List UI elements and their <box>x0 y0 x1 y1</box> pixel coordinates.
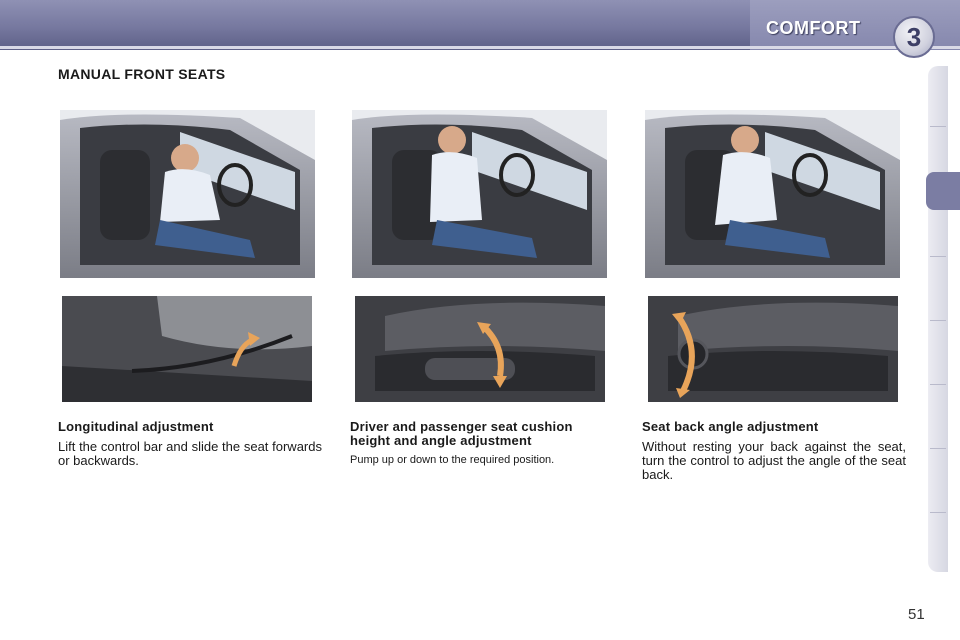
tab-divider <box>930 126 946 127</box>
section-text: Without resting your back against the seat, turn the control to adjust the angle of the seat back. <box>642 439 906 482</box>
chapter-title: COMFORT <box>766 18 861 38</box>
section-text: Lift the control bar and slide the seat forwards or backwards. <box>58 439 322 468</box>
tab-divider <box>930 256 946 257</box>
tab-divider <box>930 512 946 513</box>
chapter-tab-active[interactable] <box>926 172 960 210</box>
chapter-tab-strip <box>928 66 948 572</box>
header-divider <box>0 46 960 49</box>
detail-seat-back-control <box>648 296 898 402</box>
detail-control-bar <box>62 296 312 402</box>
photo-longitudinal-adjustment <box>60 110 315 278</box>
detail-pump-lever <box>355 296 605 402</box>
page-title: MANUAL FRONT SEATS <box>58 66 226 82</box>
section-cushion <box>350 420 614 467</box>
tab-divider <box>930 448 946 449</box>
tab-divider <box>930 320 946 321</box>
section-heading: Longitudinal adjustment <box>58 419 214 434</box>
photo-seat-back-adjustment <box>645 110 900 278</box>
section-heading: Seat back angle adjustment <box>642 419 819 434</box>
section-seat-back <box>642 420 906 482</box>
tab-divider <box>930 384 946 385</box>
photo-cushion-adjustment <box>352 110 607 278</box>
page-number: 51 <box>908 606 925 623</box>
section-text: Pump up or down to the required position. <box>350 454 555 466</box>
chapter-number-badge: 3 <box>893 16 935 58</box>
section-heading: Driver and passenger seat cushion height and angle adjustment <box>350 419 573 448</box>
section-longitudinal <box>58 420 322 468</box>
